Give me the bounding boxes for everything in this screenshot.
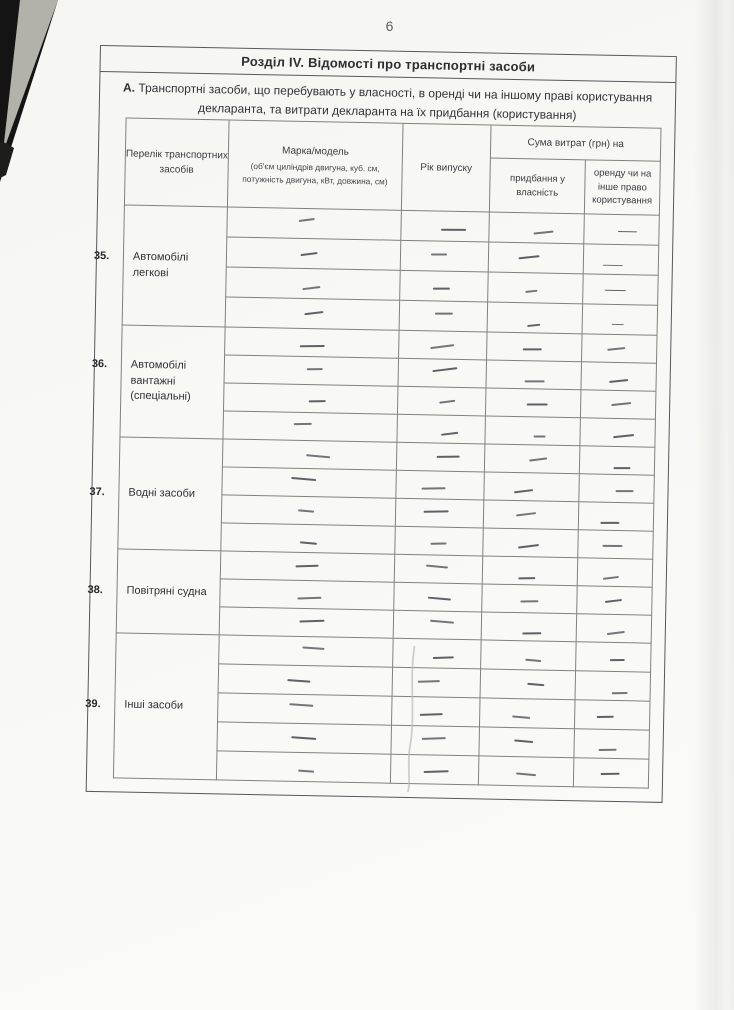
empty-field-cell — [393, 638, 482, 669]
empty-field-cell — [398, 358, 487, 388]
row-number: 35. — [93, 249, 110, 262]
empty-field-cell — [481, 612, 577, 642]
row-number: 38. — [87, 583, 103, 596]
empty-field-cell — [575, 671, 651, 701]
handwritten-dash-mark — [299, 344, 324, 346]
empty-field-cell — [221, 495, 396, 526]
handwritten-dash-mark — [518, 255, 539, 259]
empty-field-cell — [227, 207, 402, 240]
handwritten-dash-mark — [299, 541, 316, 544]
empty-field-cell — [399, 300, 488, 332]
empty-field-cell — [576, 614, 652, 643]
empty-field-cell — [580, 390, 656, 419]
empty-field-cell — [484, 444, 580, 474]
handwritten-dash-mark — [427, 596, 450, 600]
empty-field-cell — [485, 388, 581, 418]
empty-field-cell — [583, 244, 659, 275]
section-title: Розділ IV. Відомості про транспортні засоби — [100, 46, 675, 83]
header-list: Перелік транспортних засобів — [124, 118, 229, 207]
empty-field-cell — [396, 442, 485, 472]
handwritten-dash-mark — [527, 323, 540, 326]
handwritten-dash-mark — [605, 598, 622, 602]
handwritten-dash-mark — [419, 713, 442, 716]
empty-field-cell — [225, 297, 400, 330]
handwritten-dash-mark — [520, 600, 538, 602]
row-number: 36. — [91, 357, 108, 370]
empty-field-cell — [392, 667, 481, 698]
empty-field-cell — [397, 414, 486, 444]
header-costs-group: Сума витрат (грн) на — [490, 125, 661, 161]
header-brand-model-title: Марка/модель — [281, 146, 349, 159]
empty-field-cell — [226, 267, 401, 300]
handwritten-dash-mark — [518, 577, 535, 579]
empty-field-cell — [479, 727, 575, 758]
empty-field-cell — [396, 470, 485, 500]
empty-field-cell — [580, 418, 656, 447]
handwritten-dash-mark — [441, 431, 458, 435]
empty-field-cell — [219, 635, 394, 667]
handwritten-dash-mark — [436, 455, 459, 457]
vehicle-category-cell — [87, 549, 221, 635]
handwritten-dash-mark — [304, 311, 323, 315]
handwritten-dash-mark — [533, 230, 553, 234]
handwritten-dash-mark — [527, 403, 548, 405]
handwritten-dash-mark — [306, 368, 322, 370]
vehicles-table-body — [85, 205, 659, 788]
empty-field-cell — [478, 756, 574, 787]
handwritten-dash-mark — [618, 230, 637, 232]
handwritten-dash-mark — [601, 773, 620, 775]
empty-field-cell — [391, 696, 480, 727]
empty-field-cell — [489, 212, 585, 244]
empty-field-cell — [394, 554, 483, 584]
vehicle-category-cell — [85, 633, 219, 780]
empty-field-cell — [582, 304, 658, 335]
empty-field-cell — [573, 758, 649, 788]
row-number: 37. — [89, 485, 105, 498]
empty-field-cell — [584, 214, 660, 245]
handwritten-dash-mark — [431, 253, 447, 255]
empty-field-cell — [226, 237, 401, 270]
handwritten-dash-mark — [421, 737, 445, 740]
header-rent: оренду чи на інше право користування — [584, 160, 660, 215]
page-number: 6 — [385, 18, 395, 34]
empty-field-cell — [483, 500, 579, 530]
header-brand-model-note: (об'єм циліндрів двигуна, куб. см, потужність двигуна, кВт, довжина, см) — [242, 161, 388, 187]
empty-field-cell — [397, 386, 486, 416]
handwritten-dash-mark — [512, 715, 530, 718]
handwritten-dash-mark — [295, 564, 318, 567]
handwritten-dash-mark — [514, 489, 533, 493]
empty-field-cell — [401, 210, 490, 242]
handwritten-dash-mark — [430, 542, 446, 544]
empty-field-cell — [394, 582, 483, 612]
empty-field-cell — [574, 729, 650, 759]
empty-field-cell — [577, 586, 653, 615]
empty-field-cell — [484, 472, 580, 502]
vehicles-table — [85, 118, 662, 789]
empty-field-cell — [220, 551, 395, 582]
empty-field-cell — [488, 242, 584, 274]
handwritten-dash-mark — [298, 770, 314, 773]
handwritten-dash-mark — [289, 703, 313, 707]
handwritten-dash-mark — [417, 680, 439, 683]
empty-field-cell — [578, 530, 654, 559]
empty-field-cell — [579, 474, 655, 503]
header-year: Рік випуску — [401, 123, 491, 212]
handwritten-dash-mark — [423, 510, 448, 512]
empty-field-cell — [482, 584, 578, 614]
handwritten-dash-mark — [602, 544, 622, 546]
vehicle-category-label: Водні засоби — [128, 486, 196, 500]
empty-field-cell — [393, 610, 482, 640]
handwritten-dash-mark — [597, 716, 614, 718]
handwritten-dash-mark — [434, 312, 452, 314]
handwritten-dash-mark — [610, 659, 625, 661]
empty-field-cell — [217, 722, 392, 754]
empty-field-cell — [488, 272, 584, 304]
handwritten-dash-mark — [616, 490, 634, 492]
handwritten-dash-mark — [609, 379, 628, 383]
handwritten-dash-mark — [421, 487, 445, 489]
vehicle-category-cell — [93, 205, 227, 327]
empty-field-cell — [582, 334, 658, 363]
handwritten-dash-mark — [518, 544, 539, 548]
handwritten-dash-mark — [306, 454, 330, 458]
empty-field-cell — [216, 751, 391, 783]
empty-field-cell — [400, 240, 489, 272]
empty-field-cell — [400, 270, 489, 302]
handwritten-dash-mark — [607, 630, 625, 634]
handwritten-dash-mark — [613, 434, 634, 438]
page-edge-shadow — [694, 0, 734, 1010]
handwritten-dash-mark — [612, 323, 624, 325]
empty-field-cell — [576, 642, 652, 672]
empty-field-cell — [482, 556, 578, 586]
handwritten-dash-mark — [522, 632, 541, 634]
empty-field-cell — [225, 327, 400, 358]
section-box — [86, 45, 677, 803]
handwritten-dash-mark — [287, 679, 310, 682]
empty-field-cell — [485, 416, 581, 446]
empty-field-cell — [577, 558, 653, 587]
handwritten-dash-mark — [439, 399, 455, 403]
handwritten-dash-mark — [611, 402, 631, 406]
handwritten-dash-mark — [605, 289, 626, 291]
empty-field-cell — [391, 725, 480, 756]
empty-field-cell — [481, 640, 577, 671]
empty-field-cell — [579, 446, 655, 475]
handwritten-dash-mark — [600, 521, 619, 523]
handwritten-dash-mark — [525, 380, 545, 382]
handwritten-dash-mark — [603, 264, 623, 266]
empty-field-cell — [221, 523, 396, 554]
subtitle-letter: А. — [122, 80, 136, 95]
empty-field-cell — [479, 698, 575, 729]
vehicle-category-label: Інші засоби — [124, 698, 184, 712]
empty-field-cell — [222, 467, 397, 498]
handwritten-dash-mark — [308, 400, 325, 402]
empty-field-cell — [399, 330, 488, 360]
empty-field-cell — [223, 383, 398, 414]
header-purchase: придбання у власність — [489, 158, 585, 214]
handwritten-dash-mark — [534, 435, 546, 437]
handwritten-dash-mark — [302, 286, 320, 290]
vehicles-table-header — [124, 118, 661, 215]
subtitle-text: Транспортні засоби, що перебувають у власності, в оренді чи на іншому праві користування декларанта, та витрати декларанта на їх придбання (користування) — [138, 80, 653, 122]
handwritten-dash-mark — [613, 467, 630, 469]
handwritten-dash-mark — [429, 619, 453, 623]
empty-field-cell — [223, 411, 398, 442]
empty-field-cell — [574, 700, 650, 730]
handwritten-dash-mark — [603, 575, 619, 579]
handwritten-dash-mark — [432, 367, 457, 372]
empty-field-cell — [487, 332, 583, 362]
handwritten-dash-mark — [293, 422, 311, 424]
handwritten-dash-mark — [441, 228, 466, 230]
empty-field-cell — [390, 754, 479, 785]
row-number: 39. — [85, 697, 101, 711]
handwritten-dash-mark — [527, 683, 544, 686]
handwritten-dash-mark — [529, 457, 547, 461]
handwritten-dash-mark — [300, 252, 317, 256]
handwritten-dash-mark — [612, 692, 628, 694]
handwritten-dash-mark — [297, 596, 321, 599]
vehicle-category-label: Повітряні судна — [126, 584, 207, 598]
vehicle-category-cell — [89, 437, 223, 551]
vehicle-category-cell — [91, 325, 225, 439]
handwritten-dash-mark — [607, 347, 625, 351]
handwritten-dash-mark — [432, 656, 453, 658]
empty-field-cell — [218, 664, 393, 696]
handwritten-dash-mark — [525, 659, 541, 662]
header-brand-model — [227, 120, 403, 210]
handwritten-dash-mark — [291, 736, 316, 740]
handwritten-dash-mark — [430, 344, 454, 349]
handwritten-dash-mark — [298, 218, 314, 222]
handwritten-dash-mark — [599, 749, 617, 751]
handwritten-dash-mark — [516, 512, 536, 516]
handwritten-dash-mark — [525, 289, 537, 292]
handwritten-dash-mark — [423, 770, 448, 773]
empty-field-cell — [218, 693, 393, 725]
empty-field-cell — [395, 526, 484, 556]
empty-field-cell — [220, 579, 395, 610]
handwritten-dash-mark — [516, 772, 536, 776]
empty-field-cell — [480, 669, 576, 700]
vehicle-category-label: Автомобілі вантажні (спеціальні) — [130, 358, 191, 404]
handwritten-dash-mark — [523, 348, 542, 350]
empty-field-cell — [583, 274, 659, 305]
empty-field-cell — [581, 362, 657, 391]
handwritten-dash-mark — [426, 564, 448, 568]
empty-field-cell — [486, 360, 582, 390]
empty-field-cell — [224, 355, 399, 386]
handwritten-dash-mark — [298, 509, 314, 512]
handwritten-dash-mark — [514, 739, 533, 742]
empty-field-cell — [219, 607, 394, 638]
vehicle-category-label: Автомобілі легкові — [132, 250, 189, 279]
empty-field-cell — [222, 439, 397, 470]
handwritten-dash-mark — [299, 619, 324, 622]
empty-field-cell — [578, 502, 654, 531]
empty-field-cell — [483, 528, 579, 558]
empty-field-cell — [395, 498, 484, 528]
empty-field-cell — [487, 302, 583, 334]
handwritten-dash-mark — [432, 287, 449, 289]
handwritten-dash-mark — [302, 646, 324, 649]
handwritten-dash-mark — [291, 476, 316, 480]
